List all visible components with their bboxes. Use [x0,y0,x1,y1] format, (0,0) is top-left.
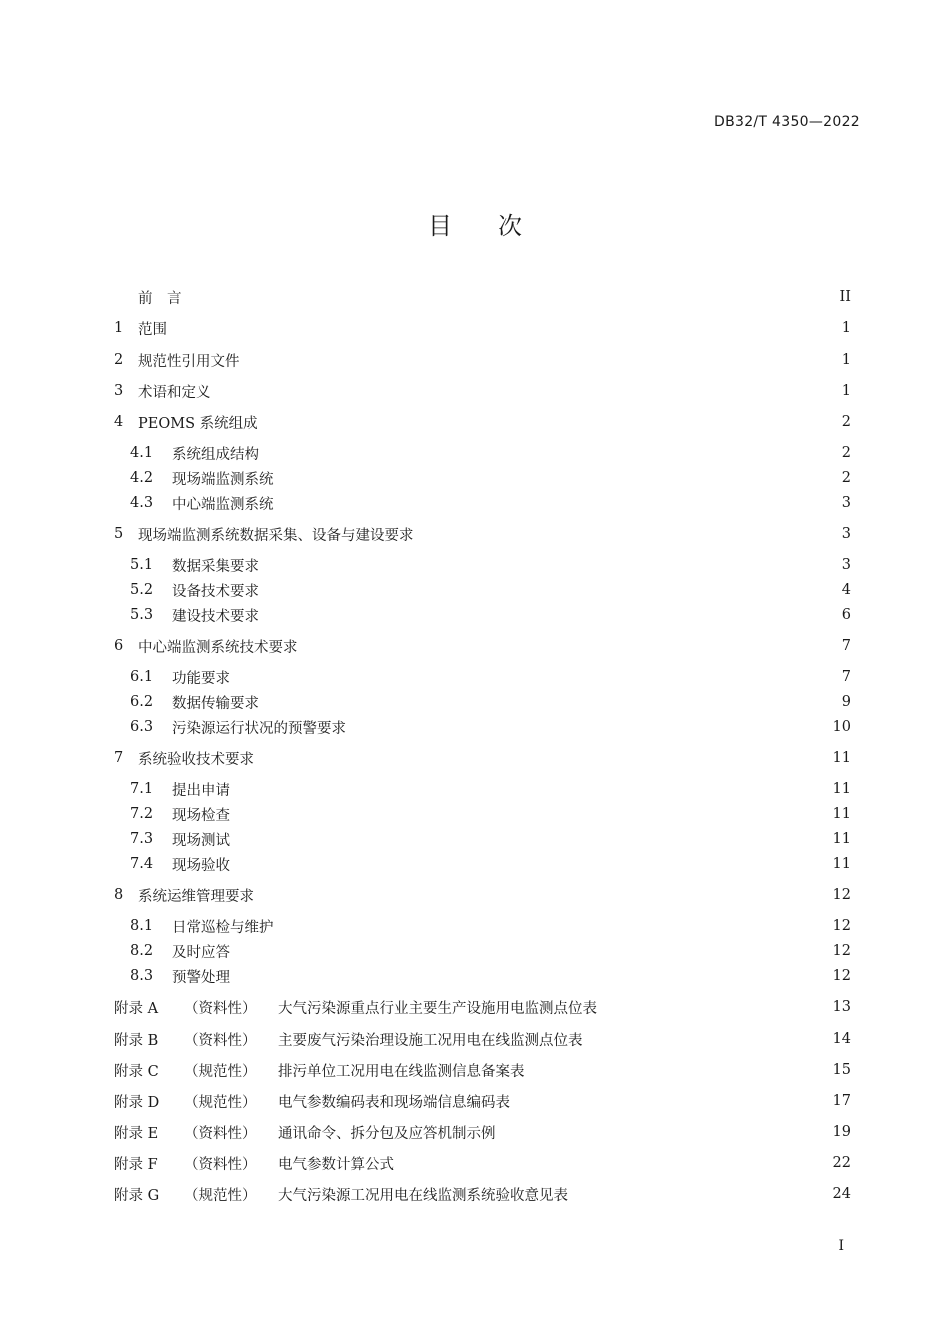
toc-entry-label: 预警处理 [172,969,230,986]
toc-entry-number: 8.3 [130,968,154,984]
toc-entry-page: 6 [841,607,851,623]
toc-entry-label: 通讯命令、拆分包及应答机制示例 [278,1125,496,1142]
toc-dot-leader [302,634,838,658]
toc-entry-label: 术语和定义 [138,384,211,401]
toc-entry-label: 现场端监测系统数据采集、设备与建设要求 [138,527,414,544]
toc-entry-number: 6.2 [130,694,154,710]
toc-entry-page: 1 [841,352,851,368]
toc-dot-leader [171,316,838,340]
toc-entry-page: 10 [832,719,851,735]
toc-entry[interactable] [130,715,851,739]
toc-entry[interactable] [130,827,851,851]
toc-entry[interactable] [130,690,851,714]
toc-entry-label: 数据采集要求 [172,558,259,575]
toc-entry-page: 13 [832,999,851,1015]
toc-entry-page: 11 [832,831,851,847]
toc-entry-label: 系统组成结构 [172,446,259,463]
toc-entry-page: 2 [841,445,851,461]
toc-dot-leader [262,410,838,434]
toc-dot-leader [244,348,838,372]
toc-entry[interactable] [114,379,851,403]
toc-entry-page: 7 [841,669,851,685]
toc-entry[interactable] [114,995,851,1019]
toc-entry-number: 附录 E [114,1125,159,1142]
toc-entry-page: 19 [832,1124,851,1140]
toc-entry-label: 中心端监测系统 [172,496,274,513]
toc-entry-page: 11 [832,806,851,822]
toc-entry-number: 4.1 [130,445,154,461]
toc-entry-label: 规范性引用文件 [138,353,240,370]
toc-entry-number: 6 [114,638,124,654]
toc-entry-number: 附录 G [114,1187,160,1204]
toc-entry[interactable] [130,553,851,577]
toc-dot-leader [263,690,838,714]
toc-dot-leader [234,827,829,851]
toc-entry-page: 12 [832,887,851,903]
toc-entry-label: 现场检查 [172,807,230,824]
toc-entry[interactable] [114,634,851,658]
toc-entry[interactable] [130,802,851,826]
toc-entry[interactable] [114,746,851,770]
toc-entry-page: II [839,289,851,305]
toc-dot-leader [278,491,838,515]
toc-entry[interactable] [130,665,851,689]
toc-entry-page: 3 [841,557,851,573]
toc-dot-leader [234,777,829,801]
toc-entry[interactable] [114,1120,851,1144]
toc-entry-page: 11 [832,856,851,872]
toc-entry-label: 功能要求 [172,670,230,687]
toc-entry-number: 4.2 [130,470,154,486]
toc-entry[interactable] [114,348,851,372]
toc-entry[interactable] [114,316,851,340]
toc-dot-leader [234,802,829,826]
toc-entry-page: 11 [832,750,851,766]
toc-dot-leader [263,578,838,602]
toc-entry-number: 2 [114,352,124,368]
toc-entry-label: 前 言 [138,290,182,307]
toc-dot-leader [215,379,838,403]
toc-entry-number: 5 [114,526,124,542]
toc-entry-label: 现场测试 [172,832,230,849]
toc-entry-category: （资料性） [184,1125,257,1142]
toc-entry[interactable] [114,1182,851,1206]
toc-entry-number: 4.3 [130,495,154,511]
toc-entry-number: 8 [114,887,124,903]
toc-entry-number: 5.1 [130,557,154,573]
toc-entry-category: （资料性） [184,1156,257,1173]
toc-dot-leader [186,285,836,309]
toc-entry-number: 附录 F [114,1156,158,1173]
toc-dot-leader [263,603,838,627]
toc-dot-leader [572,1182,829,1206]
toc-dot-leader [258,746,829,770]
toc-entry[interactable] [114,883,851,907]
toc-dot-leader [418,522,838,546]
toc-dot-leader [514,1089,829,1113]
toc-entry-number: 5.2 [130,582,154,598]
toc-entry-label: 设备技术要求 [172,583,259,600]
toc-entry-label: 系统验收技术要求 [138,751,254,768]
toc-entry-number: 6.3 [130,719,154,735]
toc-entry-number: 7.1 [130,781,154,797]
toc-entry-page: 17 [832,1093,851,1109]
toc-entry-number: 6.1 [130,669,154,685]
toc-entry-number: 附录 D [114,1094,160,1111]
toc-entry-number: 7.4 [130,856,154,872]
toc-entry-page: 22 [832,1155,851,1171]
toc-entry-label: 数据传输要求 [172,695,259,712]
toc-entry-page: 2 [841,470,851,486]
toc-entry-label: 及时应答 [172,944,230,961]
toc-entry-page: 3 [841,526,851,542]
toc-entry-number: 7 [114,750,124,766]
toc-entry[interactable] [130,491,851,515]
toc-entry[interactable] [114,285,851,309]
toc-entry-page: 12 [832,943,851,959]
toc-dot-leader [500,1120,829,1144]
toc-entry-number: 7.2 [130,806,154,822]
toc-entry[interactable] [130,441,851,465]
page-title: 目次 [428,212,568,240]
toc-entry[interactable] [114,1151,851,1175]
toc-entry-label: 提出申请 [172,782,230,799]
toc-entry-page: 15 [832,1062,851,1078]
toc-entry-page: 1 [841,320,851,336]
toc-dot-leader [234,665,838,689]
toc-dot-leader [601,995,829,1019]
toc-dot-leader [398,1151,829,1175]
toc-entry-category: （规范性） [184,1094,257,1111]
toc-entry-page: 12 [832,968,851,984]
toc-dot-leader [263,553,838,577]
toc-entry[interactable] [114,410,851,434]
toc-entry-number: 1 [114,320,124,336]
toc-entry-category: （规范性） [184,1187,257,1204]
toc-entry-page: 4 [841,582,851,598]
toc-entry-page: 1 [841,383,851,399]
toc-dot-leader [234,852,829,876]
toc-entry[interactable] [130,578,851,602]
toc-entry-number: 5.3 [130,607,154,623]
toc-entry-page: 7 [841,638,851,654]
toc-dot-leader [350,715,829,739]
toc-dot-leader [278,466,838,490]
toc-entry-number: 7.3 [130,831,154,847]
toc-entry-label: 日常巡检与维护 [172,919,274,936]
toc-entry-label: 范围 [138,321,167,338]
toc-entry-number: 4 [114,414,124,430]
page-number: I [838,1238,844,1254]
toc-dot-leader [234,939,829,963]
toc-entry[interactable] [114,1058,851,1082]
toc-entry[interactable] [130,777,851,801]
toc-entry-page: 14 [832,1031,851,1047]
toc-entry-category: （规范性） [184,1063,257,1080]
toc-entry-label: 大气污染源工况用电在线监测系统验收意见表 [278,1187,568,1204]
toc-entry-label: 污染源运行状况的预警要求 [172,720,346,737]
toc-entry[interactable] [130,964,851,988]
toc-entry-label: 中心端监测系统技术要求 [138,639,298,656]
toc-dot-leader [263,441,838,465]
toc-entry[interactable] [130,466,851,490]
toc-entry-number: 附录 B [114,1032,159,1049]
toc-entry-label: 主要废气污染治理设施工况用电在线监测点位表 [278,1032,583,1049]
toc-dot-leader [278,914,829,938]
toc-entry[interactable] [114,522,851,546]
toc-entry-number: 8.2 [130,943,154,959]
toc-entry-number: 8.1 [130,918,154,934]
toc-entry-number: 附录 C [114,1063,159,1080]
toc-entry[interactable] [130,939,851,963]
toc-entry-label: 电气参数编码表和现场端信息编码表 [278,1094,510,1111]
toc-dot-leader [234,964,829,988]
toc-entry[interactable] [130,852,851,876]
toc-dot-leader [587,1027,829,1051]
standard-code: DB32/T 4350—2022 [714,114,860,130]
toc-entry-label: 电气参数计算公式 [278,1156,394,1173]
toc-entry-label: 系统运维管理要求 [138,888,254,905]
toc-entry-label: 排污单位工况用电在线监测信息备案表 [278,1063,525,1080]
toc-entry-label: 现场端监测系统 [172,471,274,488]
toc-entry-page: 11 [832,781,851,797]
toc-entry-label: PEOMS 系统组成 [138,415,258,432]
toc-entry-category: （资料性） [184,1000,257,1017]
toc-entry-category: （资料性） [184,1032,257,1049]
toc-dot-leader [529,1058,829,1082]
toc-entry[interactable] [130,603,851,627]
toc-entry[interactable] [130,914,851,938]
toc-entry-page: 9 [841,694,851,710]
toc-entry[interactable] [114,1027,851,1051]
toc-entry-label: 现场验收 [172,857,230,874]
toc-entry-page: 12 [832,918,851,934]
toc-entry-page: 3 [841,495,851,511]
toc-entry-label: 建设技术要求 [172,608,259,625]
toc-entry[interactable] [114,1089,851,1113]
toc-entry-page: 2 [841,414,851,430]
toc-entry-page: 24 [832,1186,851,1202]
toc-dot-leader [258,883,829,907]
toc-entry-number: 附录 A [114,1000,159,1017]
toc-entry-label: 大气污染源重点行业主要生产设施用电监测点位表 [278,1000,597,1017]
toc-entry-number: 3 [114,383,124,399]
